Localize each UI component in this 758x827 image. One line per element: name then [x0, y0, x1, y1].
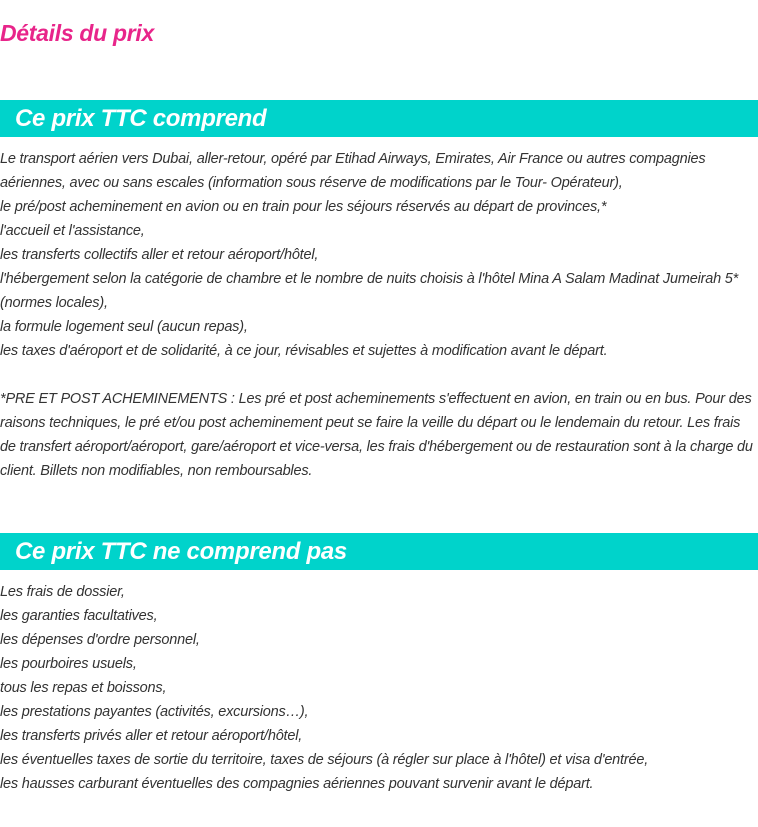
list-item: les garanties facultatives, — [0, 608, 158, 624]
transfer-note — [0, 387, 756, 483]
list-item: la formule logement seul (aucun repas), — [0, 319, 248, 335]
includes-list — [0, 147, 756, 363]
list-item: les pourboires usuels, — [0, 656, 137, 672]
list-item: Le transport aérien vers Dubai, aller-retour, opéré par Etihad Airways, Emirates, Air France ou autres compagnies aériennes, avec ou sans escales (information sous réserve de modifications par le Tour- Opérateur), — [0, 151, 706, 191]
excludes-list — [0, 580, 756, 796]
excludes-heading: Ce prix TTC ne comprend pas — [0, 533, 758, 570]
page-title: Détails du prix — [0, 20, 154, 46]
list-item: les dépenses d'ordre personnel, — [0, 632, 200, 648]
list-item: les taxes d'aéroport et de solidarité, à ce jour, révisables et sujettes à modification avant le départ. — [0, 343, 608, 359]
list-item: l'hébergement selon la catégorie de chambre et le nombre de nuits choisis à l'hôtel Mina A Salam Madinat Jumeirah 5* (normes locales), — [0, 271, 739, 311]
list-item: Les frais de dossier, — [0, 584, 125, 600]
list-item: les prestations payantes (activités, excursions…), — [0, 704, 309, 720]
includes-heading: Ce prix TTC comprend — [0, 100, 758, 137]
list-item: le pré/post acheminement en avion ou en train pour les séjours réservés au départ de provinces,* — [0, 199, 607, 215]
list-item: les transferts privés aller et retour aéroport/hôtel, — [0, 728, 303, 744]
note-text: *PRE ET POST ACHEMINEMENTS : Les pré et post acheminements s'effectuent en avion, en train ou en bus. Pour des raisons techniques, le pré et/ou post acheminement peut se faire la veille du départ ou le lendemain du retour. Les frais de transfert aéroport/aéroport, gare/aéroport et vice-versa, les frais d'hébergement ou de restauration sont à la charge du client. Billets non modifiables, non remboursables. — [0, 391, 753, 479]
list-item: les éventuelles taxes de sortie du territoire, taxes de séjours (à régler sur place à l'hôtel) et visa d'entrée, — [0, 752, 649, 768]
list-item: tous les repas et boissons, — [0, 680, 167, 696]
list-item: les hausses carburant éventuelles des compagnies aériennes pouvant survenir avant le départ. — [0, 776, 594, 792]
list-item: les transferts collectifs aller et retour aéroport/hôtel, — [0, 247, 319, 263]
list-item: l'accueil et l'assistance, — [0, 223, 145, 239]
